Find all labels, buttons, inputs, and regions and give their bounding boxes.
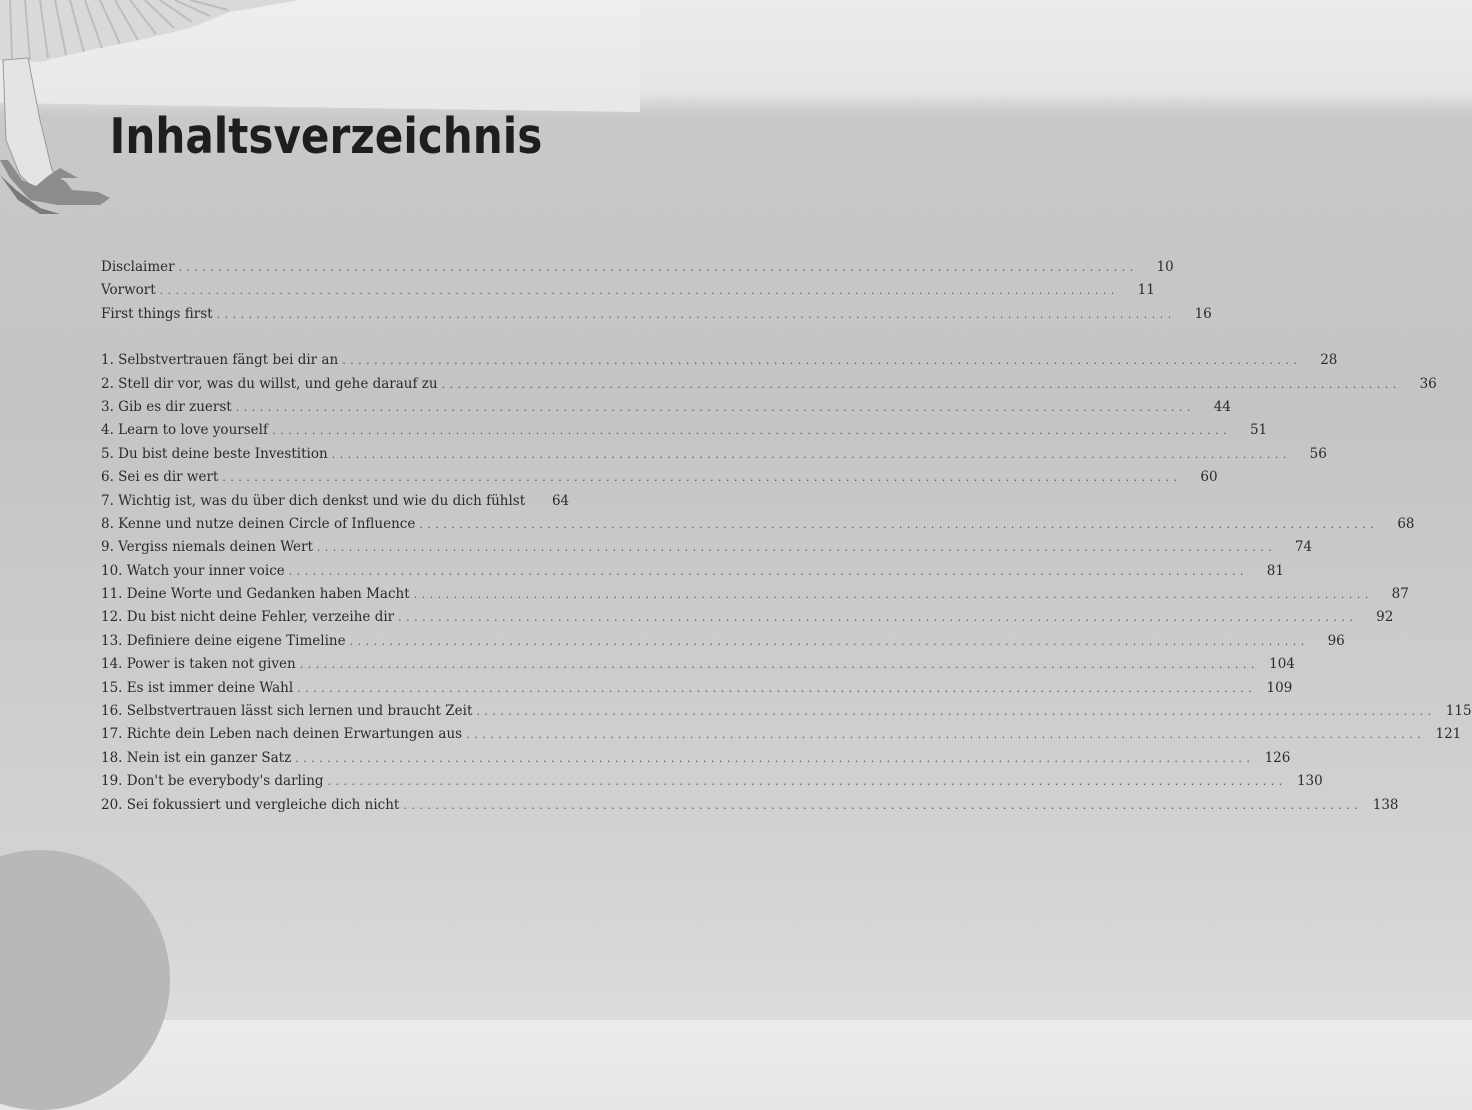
dot-leader: . . . . . . . . . . . . . . . . . . . . . . . . . . . . . . . . . . . . . . . . . . . . . . . . . . . . . . . . . . . . . . . . . . . . . . . . . . . . . . . . . . . . . . . . . . . . . . . . . . . . . . . . . . . . . . . . . . . . . . . . bbox=[403, 798, 1359, 812]
toc-entry-title: 5. Du bist deine beste Investition bbox=[101, 445, 328, 462]
dot-leader: . . . . . . . . . . . . . . . . . . . . . . . . . . . . . . . . . . . . . . . . . . . . . . . . . . . . . . . . . . . . . . . . . . . . . . . . . . . . . . . . . . . . . . . . . . . . . . . . . . . . . . . . . . . . . . . . . . . . . . . . bbox=[466, 728, 1422, 742]
toc-entry-title: 15. Es ist immer deine Wahl bbox=[101, 679, 294, 696]
toc-entry-page-number: 28 bbox=[1320, 352, 1338, 369]
toc-entry bbox=[101, 632, 1345, 656]
toc-entry bbox=[101, 656, 1295, 679]
dot-leader: . . . . . . . . . . . . . . . . . . . . . . . . . . . . . . . . . . . . . . . . . . . . . . . . . . . . . . . . . . . . . . . . . . . . . . . . . . . . . . . . . . . . . . . . . . . . . . . . . . . . . . . . . . . . . . . . . . . . . . . . bbox=[178, 261, 1134, 274]
toc-entry-title: 16. Selbstvertrauen lässt sich lernen und braucht Zeit bbox=[101, 703, 473, 720]
dot-leader: . . . . . . . . . . . . . . . . . . . . . . . . . . . . . . . . . . . . . . . . . . . . . . . . . . . . . . . . . . . . . . . . . . . . . . . . . . . . . . . . . . . . . . . . . . . . . . . . . . . . . . . . . . . . . . . . . . . . . . . . bbox=[316, 541, 1273, 555]
toc-entry-page-number: 130 bbox=[1296, 773, 1323, 790]
toc-entry-page-number: 92 bbox=[1376, 609, 1394, 626]
toc-entry-title: 17. Richte dein Leben nach deinen Erwartungen aus bbox=[101, 726, 463, 743]
toc-entry-title: 3. Gib es dir zuerst bbox=[101, 398, 232, 415]
toc-entry-title: 9. Vergiss niemals deinen Wert bbox=[101, 539, 313, 556]
dot-leader: . . . . . . . . . . . . . . . . . . . . . . . . . . . . . . . . . . . . . . . . . . . . . . . . . . . . . . . . . . . . . . . . . . . . . . . . . . . . . . . . . . . . . . . . . . . . . . . . . . . . . . . . . . . . . . . . . . . . . . . . bbox=[295, 751, 1251, 765]
toc-entry bbox=[101, 726, 1462, 749]
toc-entry bbox=[101, 375, 1437, 399]
toc-entry-title: 11. Deine Worte und Gedanken haben Macht bbox=[101, 586, 410, 603]
toc-entry-title: 1. Selbstvertrauen fängt bei dir an bbox=[101, 352, 339, 369]
toc-entry-page-number: 87 bbox=[1391, 586, 1409, 603]
dot-leader: . . . . . . . . . . . . . . . . . . . . . . . . . . . . . . . . . . . . . . . . . . . . . . . . . . . . . . . . . . . . . . . . . . . . . . . . . . . . . . . . . . . . . . . . . . . . . . . . . . . . . . . . . . . . . . . . . . . . . . . . bbox=[159, 284, 1115, 298]
dot-leader: . . . . . . . . . . . . . . . . . . . . . . . . . . . . . . . . . . . . . . . . . . . . . . . . . . . . . . . . . . . . . . . . . . . . . . . . . . . . . . . . . . . . . . . . . . . . . . . . . . . . . . . . . . . . . . . . . . . . . . . . bbox=[342, 354, 1298, 368]
toc-entry bbox=[101, 703, 1472, 726]
toc-entry-title: 6. Sei es dir wert bbox=[101, 469, 219, 486]
toc-entry-page-number: 138 bbox=[1372, 796, 1399, 813]
toc-entry-title: 13. Definiere deine eigene Timeline bbox=[101, 632, 346, 649]
toc-entry-title: 12. Du bist nicht deine Fehler, verzeihe dir bbox=[101, 609, 395, 626]
section-gap bbox=[101, 329, 556, 352]
dot-leader: . . . . . . . . . . . . . . . . . . . . . . . . . . . . . . . . . . . . . . . . . . . . . . . . . . . . . . . . . . . . . . . . . . . . . . . . . . . . . . . . . . . . . . . . . . . . . . . . . . . . . . . . . . . . . . . . . . . . . . . . bbox=[413, 588, 1369, 602]
dot-leader: . . . . . . . . . . . . . . . . . . . . . . . . . . . . . . . . . . . . . . . . . . . . . . . . . . . . . . . . . . . . . . . . . . . . . . . . . . . . . . . . . . . . . . . . . . . . . . . . . . . . . . . . . . . . . . . . . . . . . . . . bbox=[327, 775, 1283, 789]
toc-entry bbox=[101, 469, 1218, 492]
dot-leader: . . . . . . . . . . . . . . . . . . . . . . . . . . . . . . . . . . . . . . . . . . . . . . . . . . . . . . . . . . . . . . . . . . . . . . . . . . . . . . . . . . . . . . . . . . . . . . . . . . . . . . . . . . . . . . . . . . . . . . . . bbox=[299, 658, 1255, 672]
toc-entry-title: 10. Watch your inner voice bbox=[101, 562, 285, 579]
toc-entry bbox=[101, 445, 1327, 469]
toc-entry bbox=[101, 586, 1409, 609]
toc-entry bbox=[101, 259, 1174, 282]
dot-leader: . . . . . . . . . . . . . . . . . . . . . . . . . . . . . . . . . . . . . . . . . . . . . . . . . . . . . . . . . . . . . . . . . . . . . . . . . . . . . . . . . . . . . . . . . . . . . . . . . . . . . . . . . . . . . . . . . . . . . . . . bbox=[441, 377, 1397, 391]
dot-leader: . . . . . . . . . . . . . . . . . . . . . . . . . . . . . . . . . . . . . . . . . . . . . . . . . . . . . . . . . . . . . . . . . . . . . . . . . . . . . . . . . . . . . . . . . . . . . . . . . . . . . . . . . . . . . . . . . . . . . . . . bbox=[476, 705, 1432, 719]
toc-entry-title: 19. Don't be everybody's darling bbox=[101, 773, 324, 790]
toc-entry-title: 14. Power is taken not given bbox=[101, 656, 296, 673]
toc-entry bbox=[101, 422, 1268, 445]
toc-entry-title: 2. Stell dir vor, was du willst, und gehe darauf zu bbox=[101, 375, 438, 392]
dot-leader: . . . . . . . . . . . . . . . . . . . . . . . . . . . . . . . . . . . . . . . . . . . . . . . . . . . . . . . . . . . . . . . . . . . . . . . . . . . . . . . . . . . . . . . . . . . . . . . . . . . . . . . . . . . . . . . . . . . . . . . . bbox=[349, 634, 1305, 648]
table-of-contents bbox=[101, 259, 1472, 820]
toc-entry bbox=[101, 282, 1155, 305]
toc-entry bbox=[101, 398, 1231, 422]
toc-entry-page-number: 74 bbox=[1294, 539, 1313, 556]
toc-entry-page-number: 16 bbox=[1194, 305, 1212, 322]
toc-entry-page-number: 109 bbox=[1266, 679, 1293, 696]
toc-entry-page-number: 51 bbox=[1249, 422, 1268, 439]
toc-entry-title: 8. Kenne und nutze deinen Circle of Influence bbox=[101, 515, 416, 532]
front-matter-list bbox=[101, 259, 1212, 329]
toc-entry-page-number: 60 bbox=[1200, 469, 1218, 486]
page-title: Inhaltsverzeichnis bbox=[109, 108, 543, 165]
toc-entry bbox=[101, 515, 1415, 539]
toc-entry-title: Vorwort bbox=[101, 282, 156, 299]
toc-entry-page-number: 11 bbox=[1137, 282, 1155, 299]
dot-leader: . . . . . . . . . . . . . . . . . . . . . . . . . . . . . . . . . . . . . . . . . . . . . . . . . . . . . . . . . . . . . . . . . . . . . . . . . . . . . . . . . . . . . . . . . . . . . . . . . . . . . . . . . . . . . . . . . . . . . . . . bbox=[398, 611, 1354, 625]
dot-leader: . . . . . . . . . . . . . . . . . . . . . . . . . . . . . . . . . . . . . . . . . . . . . . . . . . . . . . . . . . . . . . . . . . . . . . . . . . . . . . . . . . . . . . . . . . . . . . . . . . . . . . . . . . . . . . . . . . . . . . . . bbox=[297, 681, 1253, 695]
toc-entry-title: Disclaimer bbox=[101, 259, 175, 275]
toc-entry bbox=[101, 562, 1284, 586]
toc-entry-page-number: 44 bbox=[1213, 398, 1231, 415]
toc-entry bbox=[101, 749, 1291, 773]
dot-leader: . . . . . . . . . . . . . . . . . . . . . . . . . . . . . . . . . . . . . . . . . . . . . . . . . . . . . . . . . . . . . . . . . . . . . . . . . . . . . . . . . . . . . . . . . . . . . . . . . . . . . . . . . . . . . . . . . . . . . . . . bbox=[222, 471, 1178, 485]
toc-entry-title: 18. Nein ist ein ganzer Satz bbox=[101, 749, 292, 766]
toc-entry-title: 4. Learn to love yourself bbox=[101, 422, 268, 439]
toc-entry-page-number: 126 bbox=[1264, 749, 1291, 766]
toc-entry-page-number: 96 bbox=[1327, 632, 1345, 649]
toc-entry bbox=[101, 796, 1399, 820]
toc-entry bbox=[101, 539, 1313, 562]
dot-leader: . . . . . . . . . . . . . . . . . . . . . . . . . . . . . . . . . . . . . . . . . . . . . . . . . . . . . . . . . . . . . . . . . . . . . . . . . . . . . . . . . . . . . . . . . . . . . . . . . . . . . . . . . . . . . . . . . . . . . . . . bbox=[331, 447, 1287, 461]
toc-entry bbox=[101, 609, 1394, 632]
toc-entry bbox=[101, 305, 1212, 329]
decorative-circle bbox=[0, 850, 170, 1110]
toc-entry bbox=[101, 773, 1323, 796]
dot-leader: . . . . . . . . . . . . . . . . . . . . . . . . . . . . . . . . . . . . . . . . . . . . . . . . . . . . . . . . . . . . . . . . . . . . . . . . . . . . . . . . . . . . . . . . . . . . . . . . . . . . . . . . . . . . . . . . . . . . . . . . bbox=[271, 424, 1228, 438]
dot-leader: . . . . . . . . . . . . . . . . . . . . . . . . . . . . . . . . . . . . . . . . . . . . . . . . . . . . . . . . . . . . . . . . . . . . . . . . . . . . . . . . . . . . . . . . . . . . . . . . . . . . . . . . . . . . . . . . . . . . . . . . bbox=[419, 517, 1375, 531]
toc-entry-title: First things first bbox=[101, 305, 213, 322]
dot-leader: . . . . . . . . . . . . . . . . . . . . . . . . . . . . . . . . . . . . . . . . . . . . . . . . . . . . . . . . . . . . . . . . . . . . . . . . . . . . . . . . . . . . . . . . . . . . . . . . . . . . . . . . . . . . . . . . . . . . . . . . bbox=[235, 400, 1191, 414]
toc-entry-page-number: 68 bbox=[1397, 515, 1415, 532]
chapter-list bbox=[101, 352, 1472, 820]
toc-entry-page-number: 104 bbox=[1269, 656, 1295, 673]
toc-entry-page-number: 64 bbox=[551, 492, 570, 509]
toc-entry-page-number: 121 bbox=[1435, 726, 1462, 743]
toc-entry bbox=[101, 352, 1338, 375]
dot-leader: . . . . . . . . . . . . . . . . . . . . . . . . . . . . . . . . . . . . . . . . . . . . . . . . . . . . . . . . . . . . . . . . . . . . . . . . . . . . . . . . . . . . . . . . . . . . . . . . . . . . . . . . . . . . . . . . . . . . . . . . bbox=[288, 564, 1244, 578]
toc-entry-title: 7. Wichtig ist, was du über dich denkst und wie du dich fühlst bbox=[101, 492, 526, 509]
dot-leader: . . . . . . . . . . . . . . . . . . . . . . . . . . . . . . . . . . . . . . . . . . . . . . . . . . . . . . . . . . . . . . . . . . . . . . . . . . . . . . . . . . . . . . . . . . . . . . . . . . . . . . . . . . . . . . . . . . . . . . . . bbox=[216, 307, 1172, 321]
toc-entry-title: 20. Sei fokussiert und vergleiche dich nicht bbox=[101, 796, 400, 813]
toc-entry bbox=[101, 679, 1293, 703]
toc-entry-page-number: 36 bbox=[1419, 375, 1437, 392]
toc-entry-page-number: 81 bbox=[1266, 562, 1284, 579]
toc-entry bbox=[101, 492, 570, 516]
toc-entry-page-number: 115 bbox=[1445, 703, 1472, 720]
toc-entry-page-number: 56 bbox=[1309, 445, 1327, 462]
toc-entry-page-number: 10 bbox=[1156, 259, 1174, 275]
